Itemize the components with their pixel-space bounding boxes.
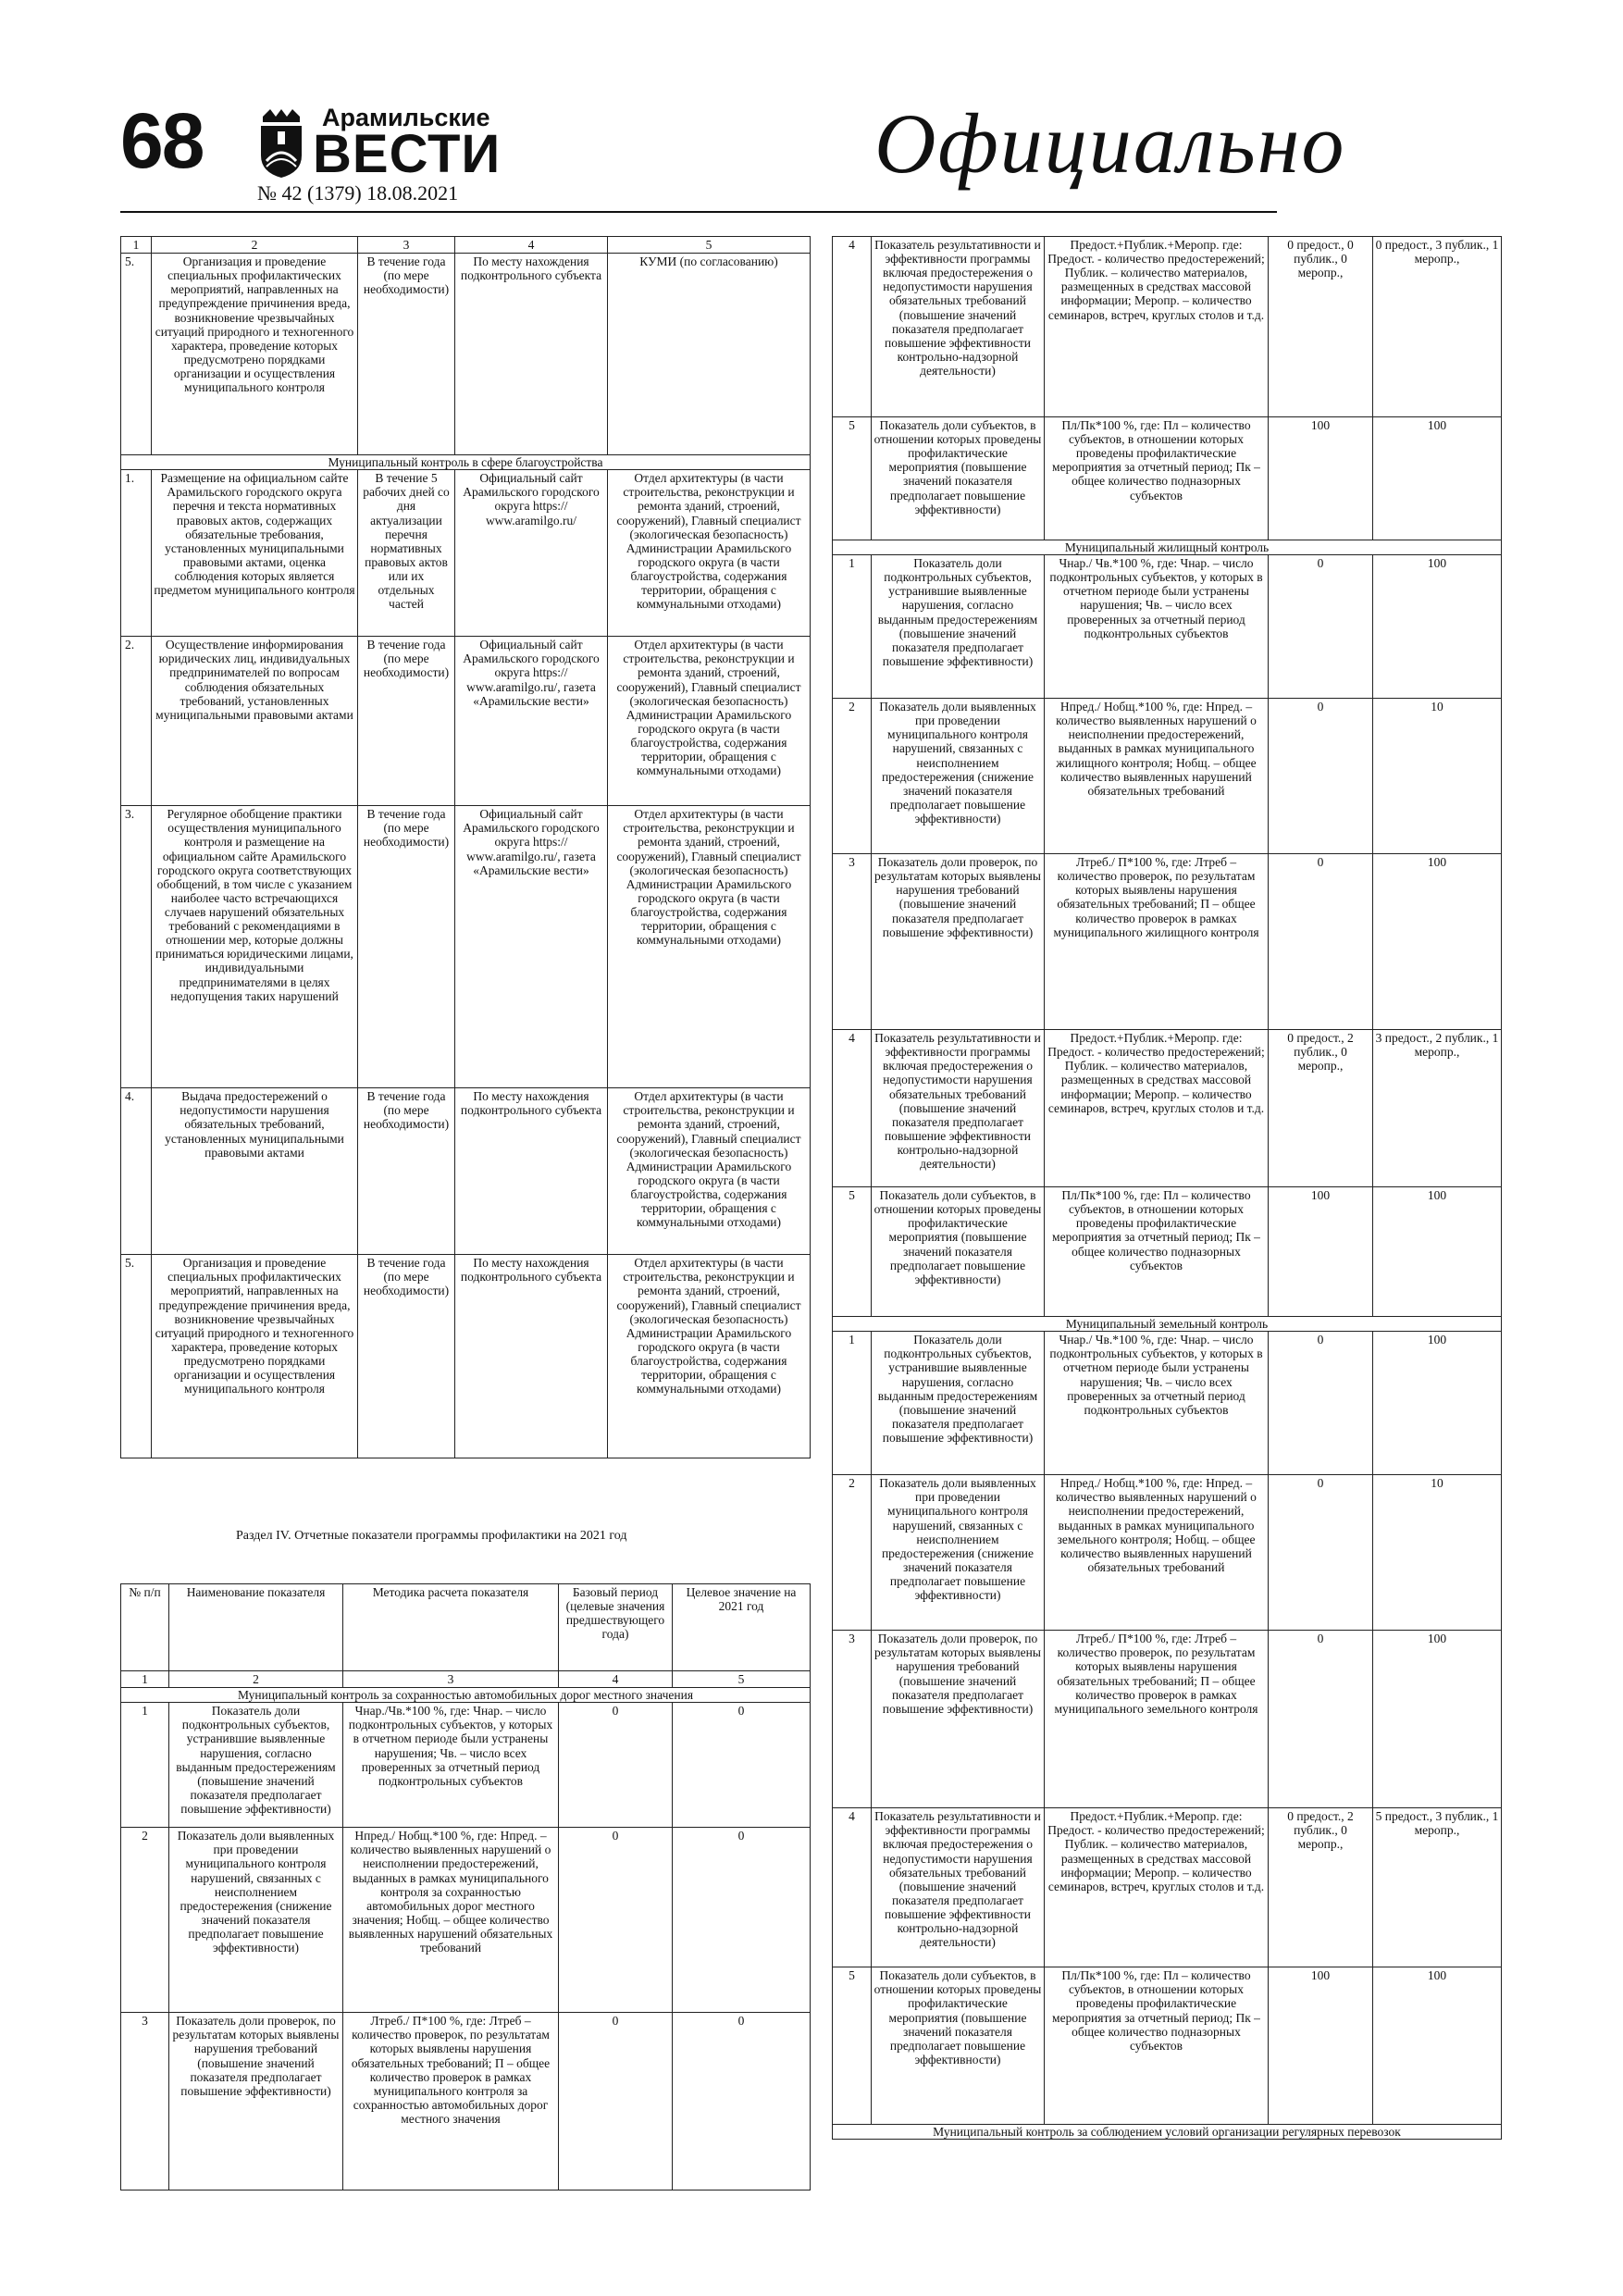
column-number: 1 — [121, 1671, 169, 1688]
column-header: Методика расчета показателя — [343, 1584, 559, 1671]
measure-place: Официальный сайт Арамильского городского округа https:// www.aramilgo.ru/, газета «Арамильские вести» — [455, 806, 608, 1088]
base-value: 0 — [1269, 1631, 1373, 1808]
row-number: 3 — [833, 1631, 872, 1808]
measure-name: Размещение на официальном сайте Арамильского городского округа перечня и текста нормативных правовых актов, содержащих обязательные требования, установленных муниципальными правовыми актами, оценка соблюдения которых является предметом муниципального контроля — [152, 470, 358, 637]
section-heading: Муниципальный земельный контроль — [833, 1317, 1502, 1332]
measure-responsible: Отдел архитектуры (в части строительства, реконструкции и ремонта зданий, строений, сооружений), Главный специалист (экологическая безопасность) Администрации Арамильского городского округа (в части благоустройства, содержания территории, обращения с коммунальными отходами) — [608, 470, 811, 637]
indicator-name: Показатель доли выявленных при проведении муниципального контроля нарушений, связанных с неисполнением предостережения (снижение значений показателя предполагает повышение эффективности) — [872, 699, 1045, 854]
indicator-name: Показатель доли субъектов, в отношении которых проведены профилактические мероприятия (повышение значений показателя предполагает повышение эффективности) — [872, 1967, 1045, 2125]
indicator-name: Показатель доли проверок, по результатам которых выявлены нарушения требований (повышение значений показателя предполагает повышение эффективности) — [872, 1631, 1045, 1808]
measure-term: В течение года (по мере необходимости) — [358, 806, 455, 1088]
target-value: 0 предост., 3 публик., 1 меропр., — [1373, 237, 1502, 417]
column-number: 2 — [169, 1671, 343, 1688]
table-row — [121, 470, 811, 637]
indicator-name: Показатель доли подконтрольных субъектов, устранившие выявленные нарушения, согласно выданным предостережениям (повышение значений показателя предполагает повышение эффективности) — [872, 555, 1045, 699]
indicator-method: Пл/Пк*100 %, где: Пл – количество субъектов, в отношении которых проведены профилактические мероприятия за отчетный период; Пк – общее количество подназорных субъектов — [1045, 1967, 1269, 2125]
row-number: 1 — [833, 555, 872, 699]
base-value: 0 — [1269, 555, 1373, 699]
measure-term: В течение года (по мере необходимости) — [358, 254, 455, 455]
measure-responsible: КУМИ (по согласованию) — [608, 254, 811, 455]
table-row — [833, 854, 1502, 1030]
row-number: 3 — [833, 854, 872, 1030]
section-row — [833, 540, 1502, 555]
table-row — [121, 2013, 811, 2191]
indicator-name: Показатель доли выявленных при проведении муниципального контроля нарушений, связанных с неисполнением предостережения (снижение значений показателя предполагает повышение эффективности) — [872, 1475, 1045, 1631]
row-number: 4. — [121, 1088, 152, 1255]
row-number: 1 — [833, 1332, 872, 1475]
base-value: 0 предост., 2 публик., 0 меропр., — [1269, 1030, 1373, 1187]
page-header — [120, 96, 1346, 208]
indicator-method: Пл/Пк*100 %, где: Пл – количество субъектов, в отношении которых проведены профилактические мероприятия за отчетный период; Пк – общее количество подназорных субъектов — [1045, 1187, 1269, 1317]
base-value: 0 — [1269, 854, 1373, 1030]
row-number: 1 — [121, 1703, 169, 1828]
table-row — [833, 1967, 1502, 2125]
section-row — [833, 2125, 1502, 2140]
indicator-name: Показатель доли проверок, по результатам которых выявлены нарушения требований (повышение значений показателя предполагает повышение эффективности) — [169, 2013, 343, 2191]
measure-responsible: Отдел архитектуры (в части строительства, реконструкции и ремонта зданий, строений, сооружений), Главный специалист (экологическая безопасность) Администрации Арамильского городского округа (в части благоустройства, содержания территории, обращения с коммунальными отходами) — [608, 1088, 811, 1255]
page-number: 68 — [120, 97, 204, 184]
measure-place: По месту нахождения подконтрольного субъекта — [455, 1088, 608, 1255]
indicator-method: Предост.+Публик.+Меропр. где: Предост. - количество предостережений; Публик. – количество материалов, размещенных в средствах массовой информации; Меропр. – количество семинаров, встреч, круглых столов и т.д. — [1045, 1030, 1269, 1187]
row-number: 4 — [833, 1808, 872, 1967]
table-row — [121, 1255, 811, 1458]
issue-number: № 42 (1379) 18.08.2021 — [257, 181, 459, 205]
table-row — [833, 1631, 1502, 1808]
column-number-row — [121, 1671, 811, 1688]
row-number: 5 — [833, 1187, 872, 1317]
table-row — [833, 1030, 1502, 1187]
column-number: 3 — [358, 237, 455, 254]
indicator-name: Показатель результативности и эффективности программы включая предостережения о недопустимости нарушения обязательных требований (повышение значений показателя предполагает повышение эффективности контрольно-надзорной деятельности) — [872, 237, 1045, 417]
table-row — [833, 237, 1502, 417]
indicator-method: Лтреб./ П*100 %, где: Лтреб – количество проверок, по результатам которых выявлены нарушения обязательных требований; П – общее количество проверок в рамках муниципального контроля за сохранностью автомобильных дорог местного значения — [343, 2013, 559, 2191]
indicator-name: Показатель доли проверок, по результатам которых выявлены нарушения требований (повышение значений показателя предполагает повышение эффективности) — [872, 854, 1045, 1030]
column-header: Базовый период (целевые значения предшествующего года) — [559, 1584, 673, 1671]
measure-term: В течение года (по мере необходимости) — [358, 1088, 455, 1255]
indicator-name: Показатель доли выявленных при проведении муниципального контроля нарушений, связанных с неисполнением предостережения (снижение значений показателя предполагает повышение эффективности) — [169, 1828, 343, 2013]
measure-term: В течение 5 рабочих дней со дня актуализации перечня нормативных правовых актов или их отдельных частей — [358, 470, 455, 637]
row-number: 2 — [121, 1828, 169, 2013]
column-header: Целевое значение на 2021 год — [673, 1584, 811, 1671]
measure-name: Регулярное обобщение практики осуществления муниципального контроля и размещение на официальном сайте Арамильского городского округа соответствующих обобщений, в том числе с указанием наиболее часто встречающихся случаев нарушений обязательных требований с рекомендациями в отношении мер, которые должны приниматься юридическими лицами, индивидуальными предпринимателями в целях недопущения таких нарушений — [152, 806, 358, 1088]
table-row — [121, 254, 811, 455]
table-row — [833, 417, 1502, 540]
base-value: 0 — [559, 1828, 673, 2013]
indicators-table-left — [120, 1583, 811, 2191]
measure-name: Осуществление информирования юридических лиц, индивидуальных предпринимателей по вопросам соблюдения обязательных требований, установленных муниципальными правовыми актами — [152, 637, 358, 806]
base-value: 0 — [559, 2013, 673, 2191]
indicator-name: Показатель доли подконтрольных субъектов, устранившие выявленные нарушения, согласно выданным предостережениям (повышение значений показателя предполагает повышение эффективности) — [169, 1703, 343, 1828]
column-header: № п/п — [121, 1584, 169, 1671]
column-header: Наименование показателя — [169, 1584, 343, 1671]
column-number: 4 — [455, 237, 608, 254]
measure-term: В течение года (по мере необходимости) — [358, 1255, 455, 1458]
row-number: 1. — [121, 470, 152, 637]
base-value: 0 предост., 2 публик., 0 меропр., — [1269, 1808, 1373, 1967]
measure-responsible: Отдел архитектуры (в части строительства, реконструкции и ремонта зданий, строений, сооружений), Главный специалист (экологическая безопасность) Администрации Арамильского городского округа (в части благоустройства, содержания территории, обращения с коммунальными отходами) — [608, 1255, 811, 1458]
indicator-method: Нпред./ Нобщ.*100 %, где: Нпред. – количество выявленных нарушений о неисполнении предостережений, выданных в рамках муниципального контроля за сохранностью автомобильных дорог местного значения; Нобщ. – общее количество выявленных нарушений обязательных требований — [343, 1828, 559, 2013]
row-number: 5 — [833, 417, 872, 540]
indicator-name: Показатель результативности и эффективности программы включая предостережения о недопустимости нарушения обязательных требований (повышение значений показателя предполагает повышение эффективности контрольно-надзорной деятельности) — [872, 1808, 1045, 1967]
base-value: 0 — [1269, 1475, 1373, 1631]
measure-responsible: Отдел архитектуры (в части строительства, реконструкции и ремонта зданий, строений, сооружений), Главный специалист (экологическая безопасность) Администрации Арамильского городского округа (в части благоустройства, содержания территории, обращения с коммунальными отходами) — [608, 806, 811, 1088]
logo-title: ВЕСТИ — [313, 124, 502, 184]
table-row — [833, 555, 1502, 699]
section-heading: Муниципальный контроль в сфере благоустройства — [121, 455, 811, 470]
column-number: 5 — [673, 1671, 811, 1688]
indicator-method: Лтреб./ П*100 %, где: Лтреб – количество проверок, по результатам которых выявлены нарушения обязательных требований; П – общее количество проверок в рамках муниципального земельного контроля — [1045, 1631, 1269, 1808]
column-number: 4 — [559, 1671, 673, 1688]
column-number: 5 — [608, 237, 811, 254]
indicator-method: Предост.+Публик.+Меропр. где: Предост. - количество предостережений; Публик. – количество материалов, размещенных в средствах массовой информации; Меропр. – количество семинаров, встреч, круглых столов и т.д. — [1045, 1808, 1269, 1967]
measure-place: По месту нахождения подконтрольного субъекта — [455, 1255, 608, 1458]
row-number: 4 — [833, 237, 872, 417]
header-divider — [120, 211, 1277, 213]
section-heading: Муниципальный контроль за соблюдением условий организации регулярных перевозок — [833, 2125, 1502, 2140]
indicator-name: Показатель доли субъектов, в отношении которых проведены профилактические мероприятия (повышение значений показателя предполагает повышение эффективности) — [872, 1187, 1045, 1317]
table-row — [121, 806, 811, 1088]
measure-term: В течение года (по мере необходимости) — [358, 637, 455, 806]
measure-place: Официальный сайт Арамильского городского округа https:// www.aramilgo.ru/ — [455, 470, 608, 637]
target-value: 100 — [1373, 854, 1502, 1030]
coat-of-arms-icon — [257, 107, 305, 180]
base-value: 0 — [559, 1703, 673, 1828]
target-value: 100 — [1373, 1187, 1502, 1317]
table-row — [833, 699, 1502, 854]
indicator-method: Чнар./ Чв.*100 %, где: Чнар. – число подконтрольных субъектов, у которых в отчетном периоде были устранены нарушения; Чв. – число всех проверенных за отчетный период подконтрольных субъектов — [1045, 1332, 1269, 1475]
indicator-method: Пл/Пк*100 %, где: Пл – количество субъектов, в отношении которых проведены профилактические мероприятия за отчетный период; Пк – общее количество подназорных субъектов — [1045, 417, 1269, 540]
target-value: 100 — [1373, 1631, 1502, 1808]
measure-name: Выдача предостережений о недопустимости нарушения обязательных требований, установленных муниципальными правовыми актами — [152, 1088, 358, 1255]
table-row — [121, 1088, 811, 1255]
section-row — [833, 1317, 1502, 1332]
base-value: 0 предост., 0 публик., 0 меропр., — [1269, 237, 1373, 417]
indicators-table-right — [832, 236, 1502, 2140]
base-value: 0 — [1269, 1332, 1373, 1475]
section-heading: Муниципальный контроль за сохранностью автомобильных дорог местного значения — [121, 1688, 811, 1703]
row-number: 2 — [833, 699, 872, 854]
row-number: 5 — [833, 1967, 872, 2125]
target-value: 100 — [1373, 555, 1502, 699]
target-value: 0 — [673, 2013, 811, 2191]
table-row — [833, 1475, 1502, 1631]
measure-name: Организация и проведение специальных профилактических мероприятий, направленных на предупреждение причинения вреда, возникновение чрезвычайных ситуаций природного и техногенного характера, проведение которых предусмотрено порядками организации и осуществления муниципального контроля — [152, 1255, 358, 1458]
column-number: 2 — [152, 237, 358, 254]
column-number-row — [121, 237, 811, 254]
logo-subtitle: Арамильские — [322, 104, 490, 131]
header-row — [121, 1584, 811, 1671]
table-row — [833, 1332, 1502, 1475]
measure-name: Организация и проведение специальных профилактических мероприятий, направленных на предупреждение причинения вреда, возникновение чрезвычайных ситуаций природного и техногенного характера, проведение которых предусмотрено порядками организации и осуществления муниципального контроля — [152, 254, 358, 455]
row-number: 3 — [121, 2013, 169, 2191]
indicator-method: Предост.+Публик.+Меропр. где: Предост. - количество предостережений; Публик. – количество материалов, размещенных в средствах массовой информации; Меропр. – количество семинаров, встреч, круглых столов и т.д. — [1045, 237, 1269, 417]
table-row — [833, 1808, 1502, 1967]
target-value: 0 — [673, 1703, 811, 1828]
target-value: 100 — [1373, 1967, 1502, 2125]
measures-table — [120, 236, 811, 1458]
section-row — [121, 1688, 811, 1703]
indicator-method: Нпред./ Нобщ.*100 %, где: Нпред. – количество выявленных нарушений о неисполнении предостережений, выданных в рамках муниципального жилищного контроля; Нобщ. – общее количество выявленных нарушений обязательных требований — [1045, 699, 1269, 854]
base-value: 0 — [1269, 699, 1373, 854]
indicator-name: Показатель доли субъектов, в отношении которых проведены профилактические мероприятия (повышение значений показателя предполагает повышение эффективности) — [872, 417, 1045, 540]
section-title: Официально — [874, 96, 1346, 191]
row-number: 2 — [833, 1475, 872, 1631]
target-value: 0 — [673, 1828, 811, 2013]
section-4-title: Раздел IV. Отчетные показатели программы профилактики на 2021 год — [236, 1529, 627, 1543]
base-value: 100 — [1269, 1967, 1373, 2125]
row-number: 4 — [833, 1030, 872, 1187]
target-value: 10 — [1373, 699, 1502, 854]
newspaper-logo — [257, 104, 613, 184]
indicator-method: Чнар./ Чв.*100 %, где: Чнар. – число подконтрольных субъектов, у которых в отчетном периоде были устранены нарушения; Чв. – число всех проверенных за отчетный период подконтрольных субъектов — [1045, 555, 1269, 699]
table-row — [121, 637, 811, 806]
target-value: 100 — [1373, 1332, 1502, 1475]
table-row — [121, 1703, 811, 1828]
measure-place: Официальный сайт Арамильского городского округа https:// www.aramilgo.ru/, газета «Арамильские вести» — [455, 637, 608, 806]
indicator-method: Нпред./ Нобщ.*100 %, где: Нпред. – количество выявленных нарушений о неисполнении предостережений, выданных в рамках муниципального земельного контроля; Нобщ. – общее количество выявленных нарушений обязательных требований — [1045, 1475, 1269, 1631]
row-number: 2. — [121, 637, 152, 806]
target-value: 5 предост., 3 публик., 1 меропр., — [1373, 1808, 1502, 1967]
column-number: 3 — [343, 1671, 559, 1688]
base-value: 100 — [1269, 1187, 1373, 1317]
base-value: 100 — [1269, 417, 1373, 540]
row-number: 5. — [121, 254, 152, 455]
indicator-name: Показатель доли подконтрольных субъектов, устранившие выявленные нарушения, согласно выданным предостережениям (повышение значений показателя предполагает повышение эффективности) — [872, 1332, 1045, 1475]
target-value: 10 — [1373, 1475, 1502, 1631]
table-row — [833, 1187, 1502, 1317]
table-row — [121, 1828, 811, 2013]
target-value: 3 предост., 2 публик., 1 меропр., — [1373, 1030, 1502, 1187]
indicator-name: Показатель результативности и эффективности программы включая предостережения о недопустимости нарушения обязательных требований (повышение значений показателя предполагает повышение эффективности контрольно-надзорной деятельности) — [872, 1030, 1045, 1187]
row-number: 3. — [121, 806, 152, 1088]
indicator-method: Лтреб./ П*100 %, где: Лтреб – количество проверок, по результатам которых выявлены нарушения обязательных требований; П – общее количество проверок в рамках муниципального жилищного контроля — [1045, 854, 1269, 1030]
section-heading: Муниципальный жилищный контроль — [833, 540, 1502, 555]
indicator-method: Чнар./Чв.*100 %, где: Чнар. – число подконтрольных субъектов, у которых в отчетном периоде были устранены нарушения; Чв. – число всех проверенных за отчетный период подконтрольных субъектов — [343, 1703, 559, 1828]
measure-responsible: Отдел архитектуры (в части строительства, реконструкции и ремонта зданий, строений, сооружений), Главный специалист (экологическая безопасность) Администрации Арамильского городского округа (в части благоустройства, содержания территории, обращения с коммунальными отходами) — [608, 637, 811, 806]
target-value: 100 — [1373, 417, 1502, 540]
section-row — [121, 455, 811, 470]
measure-place: По месту нахождения подконтрольного субъекта — [455, 254, 608, 455]
column-number: 1 — [121, 237, 152, 254]
row-number: 5. — [121, 1255, 152, 1458]
